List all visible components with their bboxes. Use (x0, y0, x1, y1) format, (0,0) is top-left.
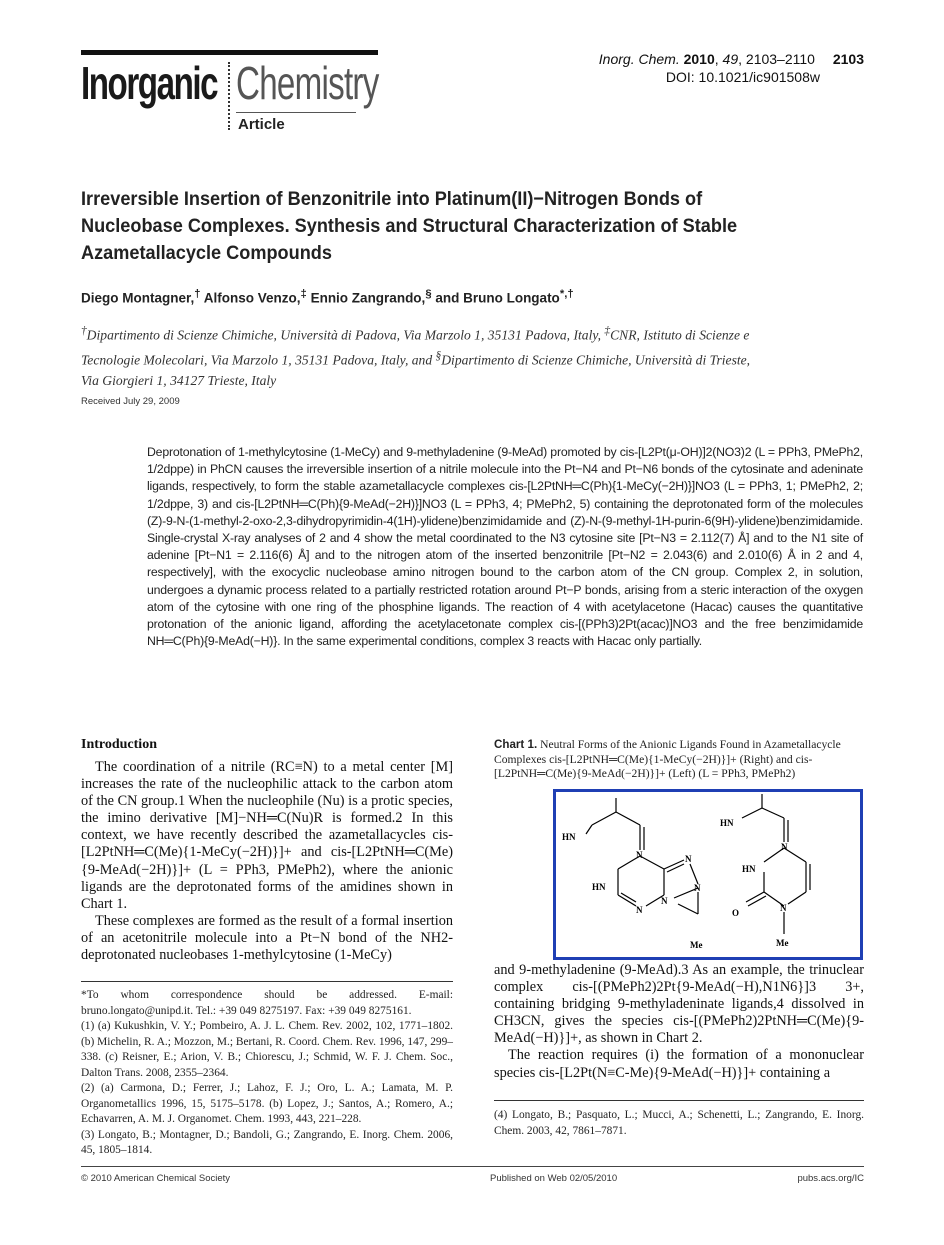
bond (621, 893, 636, 902)
journal-logo-left: Inorganic (81, 57, 218, 109)
footnote-rule-left (81, 981, 453, 982)
correspondence-note: *To whom correspondence should be addressed. E-mail: bruno.longato@unipd.it. Tel.: +39 049 8275197. Fax: +39 049 8275161. (81, 989, 453, 1017)
atom-label: Me (776, 938, 789, 948)
logo-underline (236, 112, 356, 113)
affil-mark-2: ‡ (604, 325, 611, 337)
citation-journal: Inorg. Chem. (598, 51, 680, 67)
atom-label: N (780, 903, 787, 913)
atom-label: N (636, 850, 643, 860)
author-list (81, 288, 574, 306)
bond (586, 825, 592, 834)
author-2-mark: ‡ (300, 288, 307, 300)
introduction-body (81, 759, 453, 964)
bond (742, 808, 762, 818)
intro-paragraph-1: The coordination of a nitrile (RC≡N) to a metal center [M] increases the rate of the nucleophilic attack to the carbon atom of the CN group.1 When the nucleophile (Nu) is a protic species, the imino derivative [M]−NH═C(Nu)R is formed.2 In this context, we have recently described the azametallacycles cis-[L2PtNH═C(Me){1-MeCy(−2H)}]+ and cis-[L2PtNH═C(Me){9-MeAd(−2H)}]+ (L = PPh3, PMePh2), where the anionic ligands are the deprotonated forms of the amidines shown in Chart 1. (81, 759, 453, 912)
chemical-structures (556, 792, 860, 957)
atom-label: N (661, 896, 668, 906)
footnote-2: (2) (a) Carmona, D.; Ferrer, J.; Lahoz, F. J.; Oro, L. A.; Lamata, M. P. Organometallics 1996, 15, 5175–5178. (b) Lopez, J.; Santos, A.; Romero, A.; Echavarren, A. M. J. Organomet. Chem. 1993, 443, 221–228. (81, 1082, 453, 1125)
chart-caption (494, 738, 864, 782)
received-date: Received July 29, 2009 (81, 396, 180, 407)
article-title: Irreversible Insertion of Benzonitrile into Platinum(II)−Nitrogen Bonds of Nucleobase Complexes. Synthesis and Structural Characterization of Stable Azametallacycle Compounds (81, 188, 738, 264)
chart-caption-text: Neutral Forms of the Anionic Ligands Found in Azametallacycle Complexes cis-[L2PtNH═C(Me){1-MeCy(−2H)}]+ (Right) and cis-[L2PtNH═C(Me){9-MeAd(−2H)}]+ (Left) (L = PPh3, PMePh2) (494, 738, 841, 781)
author-4: and Bruno Longato (431, 290, 560, 306)
journal-logo-right: Chemistry (236, 57, 379, 109)
logo-separator (228, 62, 232, 130)
author-2: Alfonso Venzo, (200, 290, 301, 306)
citation-year: 2010 (683, 51, 715, 67)
right-column-body (494, 962, 864, 1082)
affil-1: Dipartimento di Scienze Chimiche, Università di Padova, Via Marzolo 1, 35131 Padova, Italy, (86, 327, 605, 343)
bond (664, 860, 684, 869)
atom-label: N (685, 854, 692, 864)
footnote-3: (3) Longato, B.; Montagner, D.; Bandoli, G.; Zangrando, E. Inorg. Chem. 2006, 45, 1805–1814. (81, 1128, 453, 1156)
atom-label: O (732, 908, 740, 918)
atom-label: HN (562, 832, 576, 842)
right-paragraph-2: The reaction requires (i) the formation of a mononuclear species cis-[L2Pt(N≡C-Me){9-MeAd(−H)}]+ containing a (494, 1047, 864, 1081)
copyright: © 2010 American Chemical Society (81, 1173, 231, 1184)
bond (762, 808, 784, 818)
affil-mark-1: † (81, 325, 87, 337)
footnotes-left (81, 988, 453, 1159)
bond (746, 892, 764, 902)
bond (690, 864, 698, 884)
right-paragraph-1: and 9-methyladenine (9-MeAd).3 As an example, the trinuclear complex cis-[(PMePh2)2Pt{9-MeAd(−H),N1N6}]3 3+, containing bridging 9-methyladeninate ligands,4 dissolved in CH3CN, gives the species cis-[(PMePh2)2PtNH═C(Me){9-MeAd(−H)}]+, as shown in Chart 2. (494, 962, 864, 1047)
bond (678, 904, 698, 914)
author-1-mark: † (194, 288, 201, 300)
footer-rule (81, 1166, 864, 1167)
header-rule (81, 50, 378, 55)
section-label: Article (238, 116, 285, 133)
atom-label: Me (690, 940, 703, 950)
bond (640, 856, 664, 869)
bond (592, 812, 616, 825)
atom-label: N (636, 905, 643, 915)
published-date: Published on Web 02/05/2010 (490, 1173, 618, 1184)
footnotes-right (494, 1108, 864, 1139)
citation-pages: 2103–2110 (745, 51, 815, 67)
abstract: Deprotonation of 1-methylcytosine (1-MeCy) and 9-methyladenine (9-MeAd) promoted by cis-[L2Pt(μ-OH)]2(NO3)2 (L = PPh3, PMePh2, 1/2dppe) in PhCN causes the irreversible insertion of a nitrile molecule into the Pt−N4 and Pt−N6 bonds of the cytosinate and adeninate ligands, respectively, to form the stable azametallacycle complexes cis-[L2PtNH═C(Ph){1-MeCy(−2H)}]NO3 (L = PPh3, 1; PMePh2, 2; 1/2dppe, 3) and cis-[L2PtNH═C(Ph){9-MeAd(−2H)}]NO3 (L = PPh3, 4; PMePh2, 5) containing the deprotonated form of the molecules (Z)-9-N-(1-methyl-2-oxo-2,3-dihydropyrimidin-4(1H)-ylidene)benzimidamide and (Z)-N-(9-methyl-1H-purin-6(9H)-ylidene)benzimidamide. Single-crystal X-ray analyses of 2 and 4 show the metal coordinated to the N3 cytosine site [Pt−N3 = 2.112(7) Å] and to the N1 site of adenine [Pt−N1 = 2.116(6) Å] and to the nitrogen atom of the inserted benzonitrile [Pt−N2 = 2.043(6) and 2.010(6) Å in 2 and 4, respectively], with the exocyclic nucleobase amino nitrogen bound to the carbon atom of the CN group. Complex 2, in solution, undergoes a dynamic process related to a partially restricted rotation around Pt−P bonds, arising from a steric interaction of the oxygen atom of the cytosine with one ring of the phosphine ligands. The reaction of 4 with acetylacetone (Hacac) causes the quantitative protonation of the anionic ligand, affording the acetylacetonate complex cis-[(PPh3)2Pt(acac)]NO3 and the free benzimidamide NH═C(Ph){9-MeAd(−H)}. In the same experimental conditions, complex 3 reacts with Hacac only partially. (147, 445, 863, 649)
bond (748, 896, 766, 906)
page-number: 2103 (832, 51, 864, 67)
atom-label: HN (592, 882, 606, 892)
author-3-mark: § (425, 288, 432, 300)
bond (667, 864, 684, 872)
atom-label: HN (742, 864, 756, 874)
footnote-rule-right (494, 1100, 864, 1101)
introduction-section (81, 737, 453, 964)
footnote-4: (4) Longato, B.; Pasquato, L.; Mucci, A.; Schenetti, L.; Zangrando, E. Inorg. Chem. 2003, 42, 7861–7871. (494, 1109, 864, 1137)
atom-label: N (781, 842, 788, 852)
author-1: Diego Montagner, (81, 290, 195, 306)
author-4-mark: *,† (559, 288, 574, 300)
chart-1-figure (553, 789, 863, 960)
bond (616, 812, 640, 825)
affil-mark-3: § (435, 350, 442, 363)
author-3: Ennio Zangrando, (306, 290, 426, 306)
introduction-heading: Introduction (81, 737, 157, 752)
affiliations (81, 321, 771, 392)
intro-paragraph-2: These complexes are formed as the result of a formal insertion of an acetonitrile molecule into a Pt−N bond of the NH2-deprotonated nucleobases 1-methylcytosine (1-MeCy) (81, 912, 453, 964)
citation-volume: 49 (722, 51, 739, 67)
bond (788, 892, 806, 904)
atom-label: N (694, 883, 701, 893)
affil-2: CNR, Istituto di Scienze e Tecnologie Molecolari, Via Marzolo 1, 35131 Padova, Italy, and (81, 327, 750, 368)
journal-url[interactable]: pubs.acs.org/IC (797, 1173, 864, 1184)
citation: Inorg. Chem. 2010, 49, 2103–2110 2103 DOI: 10.1021/ic901508w (598, 51, 864, 85)
footnote-1: (1) (a) Kukushkin, V. Y.; Pombeiro, A. J. L. Chem. Rev. 2002, 102, 1771–1802. (b) Michelin, R. A.; Mozzon, M.; Bertani, R. Coord. Chem. Rev. 1996, 147, 299–338. (c) Reisner, E.; Arion, V. B.; Chiorescu, J.; Schmid, W. F. J. Chem. Soc., Dalton Trans. 2008, 2355–2364. (81, 1020, 453, 1079)
chart-label: Chart 1. (494, 738, 538, 751)
doi: DOI: 10.1021/ic901508w (665, 69, 820, 85)
affil-3: Dipartimento di Scienze Chimiche, Università di Trieste, Via Giorgieri 1, 34127 Trieste, Italy (81, 352, 751, 389)
atom-label: HN (720, 818, 734, 828)
